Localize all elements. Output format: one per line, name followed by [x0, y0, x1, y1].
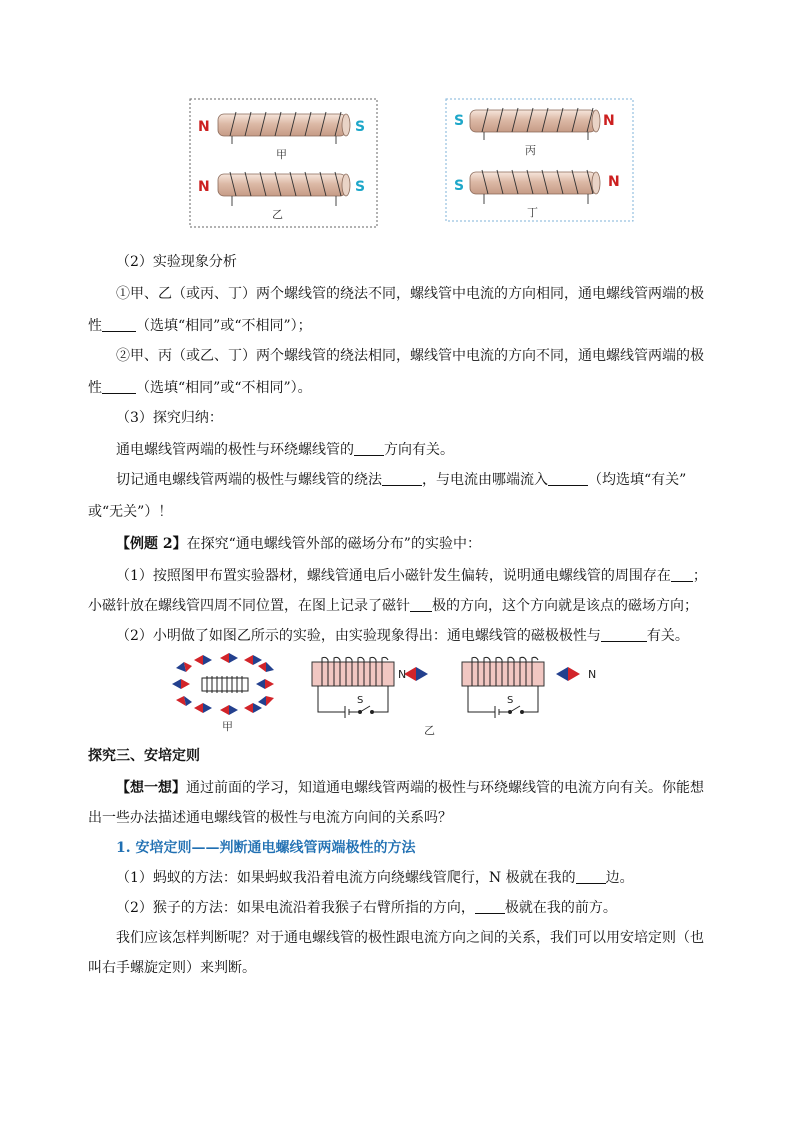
part3-heading: 探究三、安培定则: [88, 748, 200, 764]
answer-blank[interactable]: [102, 379, 136, 394]
needle-label-2: N: [588, 668, 597, 681]
label-fig2-yi: 乙: [424, 724, 435, 737]
text-prefix: 通电螺线管两端的极性与环绕螺线管的: [116, 442, 354, 458]
section3-heading: （3）探究归纳：: [116, 410, 223, 426]
figure-compass-experiment: [0, 650, 800, 740]
label-yi: 乙: [272, 208, 283, 221]
text-prefix: （1）蚂蚁的方法：如果蚂蚁我沿着电流方向绕螺线管爬行，N 极就在我的: [116, 870, 576, 886]
switch-label-1: S: [357, 695, 364, 706]
section2-p1-line-b: [88, 316, 312, 336]
final-line-b: 叫右手螺旋定则）来判断。: [88, 960, 256, 976]
answer-blank[interactable]: [548, 471, 588, 486]
pole-yi-right: S: [355, 179, 366, 195]
text-suffix: （选填“相同”或“不相同”）。: [136, 380, 312, 396]
section3-line2: [116, 470, 686, 490]
section2-p2-line-a: ②甲、丙（或乙、丁）两个螺线管的绕法相同，螺线管中电流的方向不同，通电螺线管两端的极: [116, 348, 704, 364]
example2-intro: [116, 534, 481, 554]
answer-blank[interactable]: [354, 441, 384, 456]
pole-ding-left: S: [454, 178, 465, 194]
coil-circuit-1: [312, 657, 428, 718]
section2-heading: （2）实验现象分析: [116, 254, 237, 270]
answer-blank[interactable]: [671, 567, 693, 582]
solenoid-figure-svg: [0, 0, 800, 245]
section2-p2-line-b: [88, 378, 312, 398]
think-text: 通过前面的学习，知道通电螺线管两端的极性与环绕螺线管的电流方向有关。你能想: [186, 780, 704, 796]
text-prefix: 性: [88, 318, 102, 334]
text-mid: ，与电流由哪端流入: [422, 472, 548, 488]
text-prefix: （2）小明做了如图乙所示的实验，由实验现象得出：通电螺线管的磁极极性与: [116, 628, 601, 644]
text-suffix: 边。: [605, 870, 634, 886]
pole-jia-left: N: [198, 119, 210, 135]
ant-method: [116, 868, 634, 888]
solenoid-bing: [470, 108, 600, 140]
think-tag: 【想一想】: [116, 780, 186, 796]
ampere-rule-subheading: 1. 安培定则——判断通电螺线管两端极性的方法: [116, 840, 416, 856]
section3-line1: [116, 440, 454, 460]
label-jia: 甲: [276, 148, 287, 161]
pole-bing-right: N: [603, 113, 615, 129]
final-line-a: 我们应该怎样判断呢？对于通电螺线管的极性跟电流方向之间的关系，我们可以用安培定则（也: [116, 930, 704, 946]
text-suffix: （选填“相同”或“不相同”）；: [136, 318, 312, 334]
figure-solenoid-comparison: [0, 0, 800, 245]
example2-q1-line-b: [88, 596, 698, 616]
text-suffix: 极的方向，这个方向就是该点的磁场方向；: [432, 598, 698, 614]
text-suffix: （均选填“有关”: [588, 472, 687, 488]
text-suffix: 有关。: [646, 628, 689, 644]
section3-line3: 或“无关”）！: [88, 504, 173, 520]
text-suffix: 极就在我的前方。: [504, 900, 617, 916]
pole-ding-right: N: [608, 174, 620, 190]
answer-blank[interactable]: [102, 317, 136, 332]
label-bing: 丙: [525, 144, 536, 157]
example2-q1-line-a: [116, 566, 707, 586]
think-line-b: 出一些办法描述通电螺线管的极性与电流方向间的关系吗？: [88, 810, 452, 826]
answer-blank[interactable]: [475, 899, 505, 914]
text-prefix: 切记通电螺线管两端的极性与螺线管的绕法: [116, 472, 382, 488]
pole-yi-left: N: [198, 179, 210, 195]
text-prefix: （1）按照图甲布置实验器材，螺线管通电后小磁针发生偏转，说明通电螺线管的周围存在: [116, 568, 671, 584]
pole-bing-left: S: [454, 113, 465, 129]
monkey-method: [116, 898, 617, 918]
label-fig2-jia: 甲: [222, 720, 233, 733]
solenoid-jia: [218, 112, 350, 144]
solenoid-yi: [218, 172, 350, 206]
label-ding: 丁: [527, 206, 538, 219]
pole-jia-right: S: [355, 119, 366, 135]
example2-q2: [116, 626, 689, 646]
text-prefix: 小磁针放在螺线管四周不同位置，在图上记录了磁针: [88, 598, 410, 614]
text-prefix: （2）猴子的方法：如果电流沿着我猴子右臂所指的方向，: [116, 900, 475, 916]
text-suffix: ；: [692, 568, 707, 584]
text-suffix: 方向有关。: [384, 442, 454, 458]
answer-blank[interactable]: [410, 597, 432, 612]
compass-ring-jia: [172, 653, 274, 715]
needle-label-1: N: [398, 668, 407, 681]
answer-blank[interactable]: [576, 869, 606, 884]
compass-figure-svg: [0, 650, 800, 740]
section2-p1-line-a: ①甲、乙（或丙、丁）两个螺线管的绕法不同，螺线管中电流的方向相同，通电螺线管两端的极: [116, 286, 704, 302]
example-intro-text: 在探究“通电螺线管外部的磁场分布”的实验中：: [186, 536, 481, 552]
think-line-a: [116, 778, 704, 798]
text-prefix: 性: [88, 380, 102, 396]
example-tag: 【例题 2】: [116, 536, 187, 552]
coil-circuit-2: [462, 657, 580, 718]
answer-blank[interactable]: [601, 627, 647, 642]
answer-blank[interactable]: [382, 471, 422, 486]
switch-label-2: S: [507, 695, 514, 706]
solenoid-ding: [470, 170, 600, 204]
